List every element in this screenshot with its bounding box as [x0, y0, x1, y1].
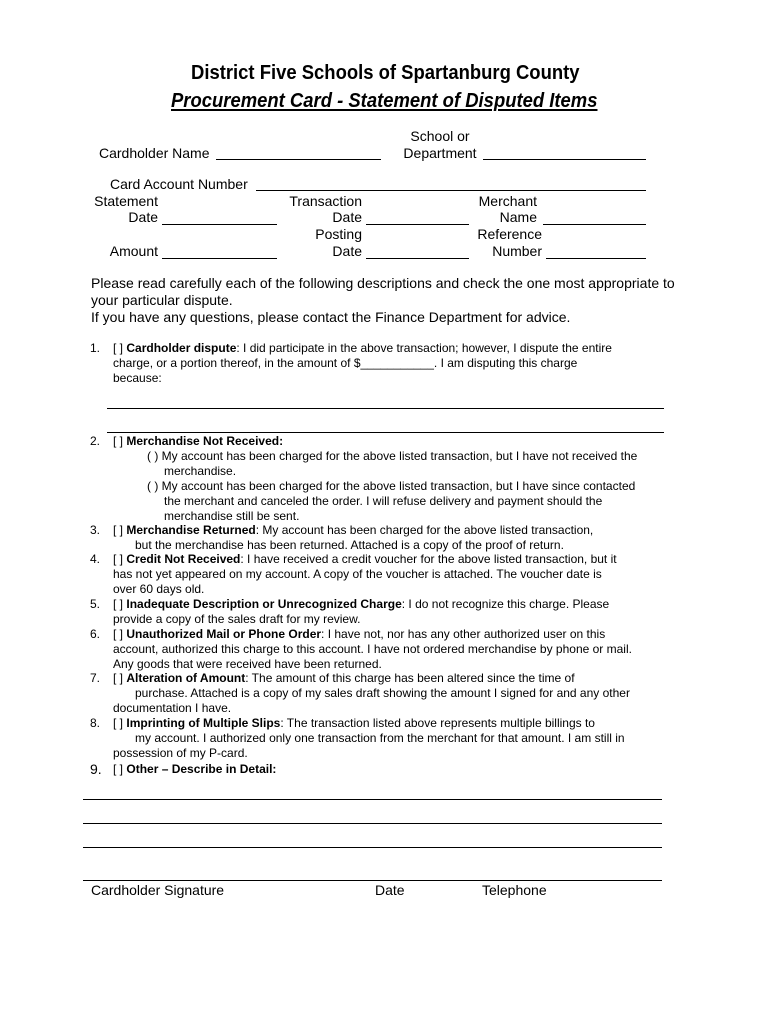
item-text: Any goods that were received have been returned. [113, 657, 382, 671]
item-text[interactable]: ( ) My account has been charged for the above listed transaction, but I have since contacted [147, 479, 636, 493]
item-text: : My account has been charged for the above listed transaction, [255, 523, 594, 537]
dispute-reason-field-2[interactable] [107, 432, 664, 433]
item-title: Cardholder dispute [126, 341, 237, 355]
cardholder-signature-label: Cardholder Signature [91, 882, 225, 898]
school-department-field[interactable] [483, 159, 646, 160]
item-text: over 60 days old. [113, 582, 205, 596]
transaction-date-label: Date [332, 209, 362, 225]
item-title: Imprinting of Multiple Slips [126, 716, 281, 730]
school-or-label: School or [410, 128, 470, 144]
department-label: Department [403, 145, 477, 161]
signature-date-label: Date [375, 882, 405, 898]
item-text: purchase. Attached is a copy of my sales draft showing the amount I signed for and any other [135, 686, 630, 700]
item-text: my account. I authorized only one transaction from the merchant for that amount. I am still in [135, 731, 625, 745]
other-detail-field-1[interactable] [83, 799, 662, 800]
item-checkbox[interactable]: [ ] [113, 597, 124, 611]
item-text: : I have not, nor has any other authorized user on this [321, 627, 606, 641]
item-number: 7. [90, 671, 101, 685]
item-row [113, 762, 276, 777]
merchant-name-field[interactable] [543, 224, 646, 225]
item-text: : I do not recognize this charge. Please [401, 597, 610, 611]
item-row [113, 671, 575, 686]
posting-date-label: Date [332, 243, 362, 259]
item-title: Merchandise Not Received: [126, 434, 284, 448]
item-text: : I have received a credit voucher for the above listed transaction, but it [240, 552, 617, 566]
item-text: merchandise. [164, 464, 237, 478]
card-account-number-label: Card Account Number [110, 176, 248, 192]
statement-date-label: Date [128, 209, 158, 225]
item-number: 1. [90, 341, 101, 355]
posting-label: Posting [315, 226, 362, 242]
reference-number-field[interactable] [546, 258, 646, 259]
card-account-number-field[interactable] [256, 190, 646, 191]
item-checkbox[interactable]: [ ] [113, 627, 124, 641]
item-text: because: [113, 371, 162, 385]
item-text: provide a copy of the sales draft for my review. [113, 612, 361, 626]
item-text: has not yet appeared on my account. A copy of the voucher is attached. The voucher date is [113, 567, 602, 581]
other-detail-field-2[interactable] [83, 823, 662, 824]
item-text: : The amount of this charge has been altered since the time of [245, 671, 575, 685]
item-text: possession of my P-card. [113, 746, 248, 760]
cardholder-name-label: Cardholder Name [99, 145, 210, 161]
telephone-label: Telephone [482, 882, 547, 898]
item-checkbox[interactable]: [ ] [113, 341, 124, 355]
instructions-line-2: your particular dispute. [91, 292, 233, 308]
item-title: Credit Not Received [126, 552, 241, 566]
dispute-reason-field-1[interactable] [107, 408, 664, 409]
item-number: 2. [90, 434, 101, 448]
item-checkbox[interactable]: [ ] [113, 762, 124, 776]
form-title: District Five Schools of Spartanburg County [191, 61, 580, 84]
item-row [113, 597, 609, 612]
item-text[interactable]: ( ) My account has been charged for the above listed transaction, but I have not received the [147, 449, 638, 463]
item-checkbox[interactable]: [ ] [113, 434, 124, 448]
transaction-label: Transaction [289, 193, 362, 209]
item-number: 9. [90, 761, 102, 777]
item-row [113, 627, 605, 642]
reference-number-label: Number [492, 243, 542, 259]
item-text: but the merchandise has been returned. Attached is a copy of the proof of return. [135, 538, 564, 552]
amount-label: Amount [109, 243, 158, 259]
item-text: merchandise still be sent. [164, 509, 300, 523]
item-number: 6. [90, 627, 101, 641]
item-title: Unauthorized Mail or Phone Order [126, 627, 322, 641]
item-row [113, 716, 595, 731]
item-text: charge, or a portion thereof, in the amount of $___________. I am disputing this charge [113, 356, 578, 370]
item-checkbox[interactable]: [ ] [113, 523, 124, 537]
item-checkbox[interactable]: [ ] [113, 671, 124, 685]
item-checkbox[interactable]: [ ] [113, 552, 124, 566]
item-text: documentation I have. [113, 701, 232, 715]
item-title: Merchandise Returned [126, 523, 256, 537]
item-checkbox[interactable]: [ ] [113, 716, 124, 730]
statement-label: Statement [94, 193, 158, 209]
item-text: : I did participate in the above transaction; however, I dispute the entire [236, 341, 612, 355]
item-row [113, 552, 617, 567]
item-text: : The transaction listed above represents multiple billings to [280, 716, 595, 730]
signature-line[interactable] [83, 880, 662, 881]
cardholder-name-field[interactable] [216, 159, 381, 160]
merchant-name-label: Name [499, 209, 537, 225]
item-row [113, 341, 612, 356]
other-detail-field-3[interactable] [83, 847, 662, 848]
item-title: Alteration of Amount [126, 671, 246, 685]
instructions-line-1: Please read carefully each of the following descriptions and check the one most appropriate to [91, 275, 675, 291]
statement-date-field[interactable] [162, 224, 277, 225]
instructions-line-3: If you have any questions, please contact the Finance Department for advice. [91, 309, 571, 325]
item-number: 4. [90, 552, 101, 566]
item-number: 5. [90, 597, 101, 611]
item-title: Other – Describe in Detail: [126, 762, 277, 776]
item-text: account, authorized this charge to this account. I have not ordered merchandise by phone or mail. [113, 642, 632, 656]
item-row [113, 523, 593, 538]
item-number: 8. [90, 716, 101, 730]
amount-field[interactable] [162, 258, 277, 259]
item-text: the merchant and canceled the order. I will refuse delivery and payment should the [164, 494, 603, 508]
item-number: 3. [90, 523, 101, 537]
item-row [113, 434, 283, 449]
reference-label: Reference [477, 226, 542, 242]
item-title: Inadequate Description or Unrecognized Charge [126, 597, 402, 611]
merchant-label: Merchant [478, 193, 537, 209]
form-subtitle: Procurement Card - Statement of Disputed Items [171, 89, 598, 112]
